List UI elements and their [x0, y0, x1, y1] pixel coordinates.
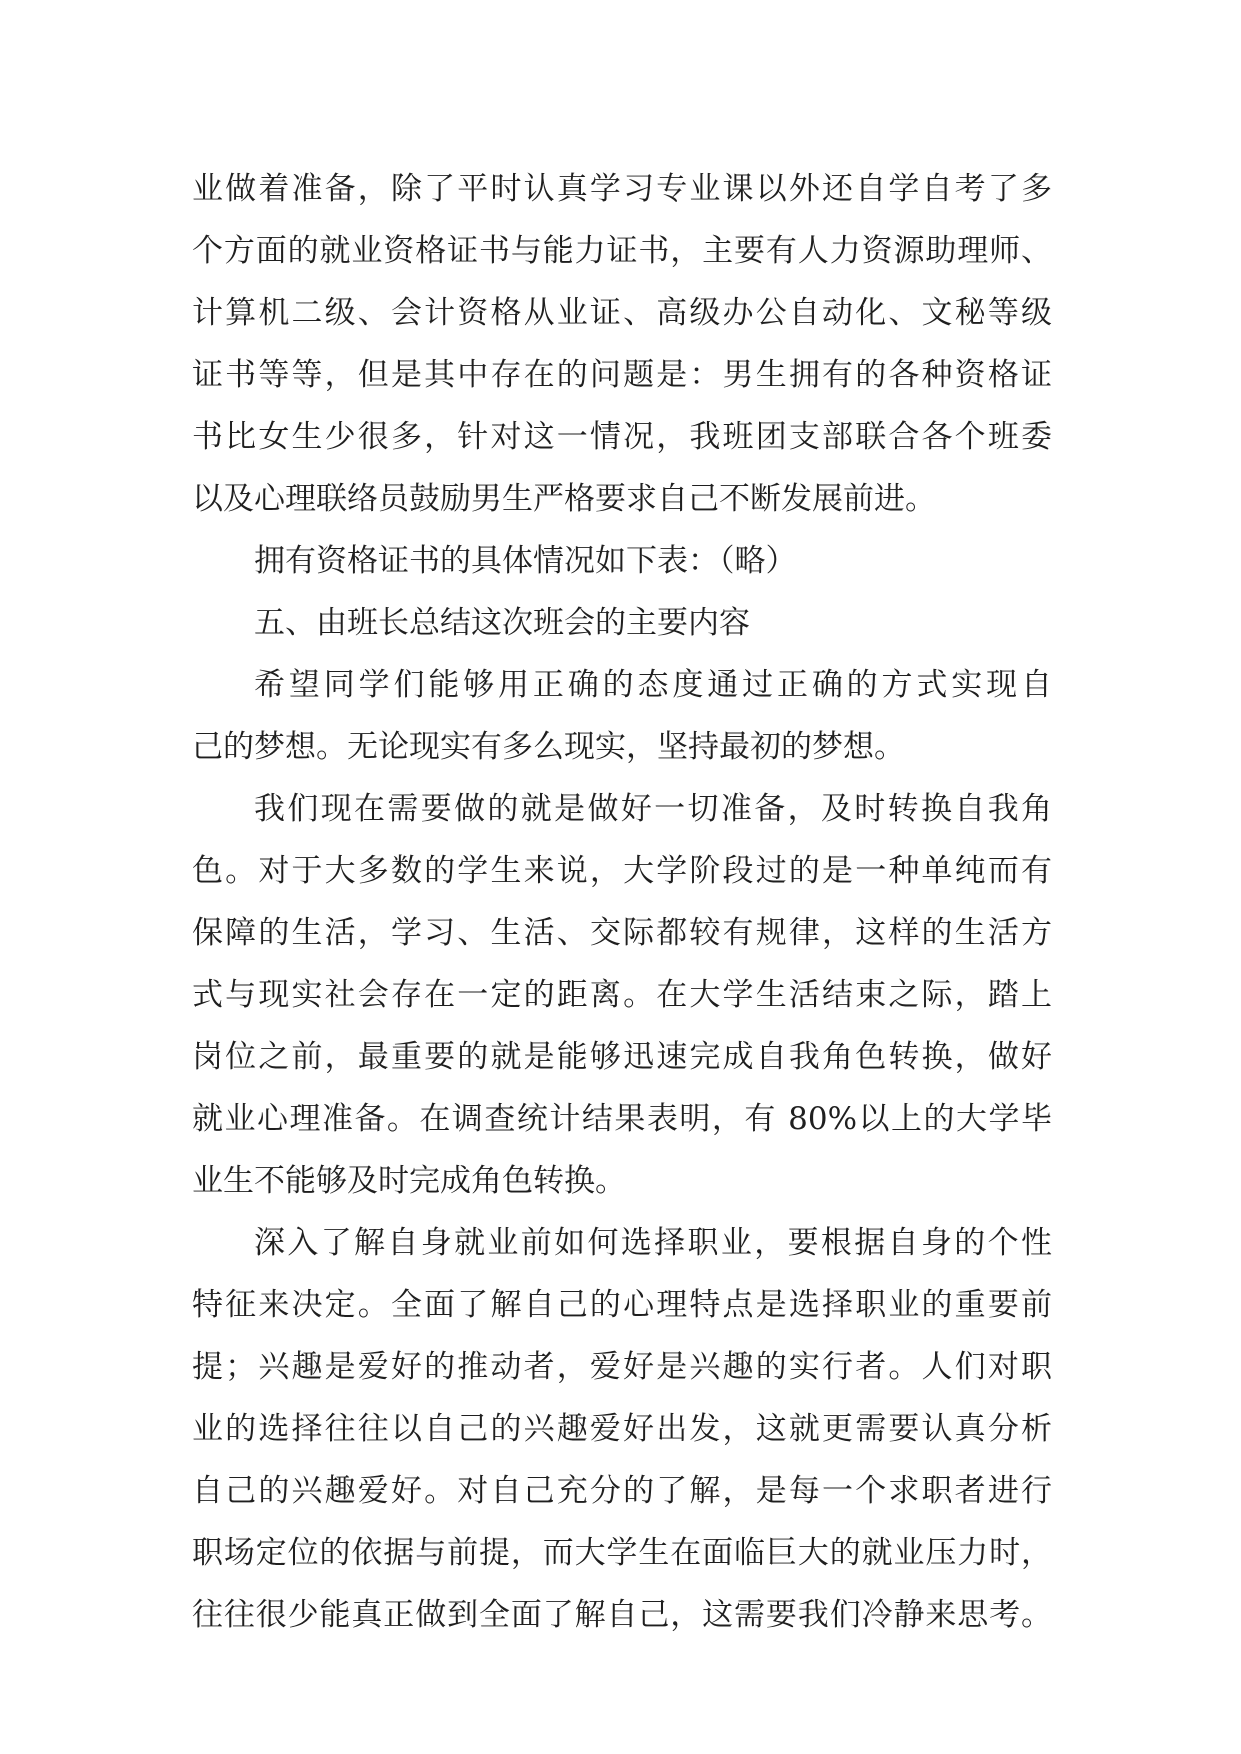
text-line: 书比女生少很多，针对这一情况，我班团支部联合各个班委: [192, 419, 1052, 455]
text-line: 特征来决定。全面了解自己的心理特点是选择职业的重要前: [192, 1287, 1052, 1323]
text-line: 己的梦想。无论现实有多么现实，坚持最初的梦想。: [192, 729, 905, 765]
text-line: 我们现在需要做的就是做好一切准备，及时转换自我角: [254, 791, 1052, 827]
text-line: 岗位之前，最重要的就是能够迅速完成自我角色转换，做好: [192, 1039, 1052, 1075]
text-line: 保障的生活，学习、生活、交际都较有规律，这样的生活方: [192, 915, 1052, 951]
text-line: 就业心理准备。在调查统计结果表明，有 80%以上的大学毕: [192, 1101, 1052, 1137]
text-line: 色。对于大多数的学生来说，大学阶段过的是一种单纯而有: [192, 853, 1052, 889]
text-line: 往往很少能真正做到全面了解自己，这需要我们冷静来思考。: [192, 1597, 1052, 1633]
text-line: 业的选择往往以自己的兴趣爱好出发，这就更需要认真分析: [192, 1411, 1052, 1447]
text-line: 计算机二级、会计资格从业证、高级办公自动化、文秘等级: [192, 295, 1052, 331]
text-line: 自己的兴趣爱好。对自己充分的了解，是每一个求职者进行: [192, 1473, 1052, 1509]
text-line: 拥有资格证书的具体情况如下表：（略）: [254, 543, 797, 579]
text-line: 职场定位的依据与前提，而大学生在面临巨大的就业压力时，: [192, 1535, 1052, 1571]
text-line: 业生不能够及时完成角色转换。: [192, 1163, 626, 1199]
text-line: 个方面的就业资格证书与能力证书，主要有人力资源助理师、: [192, 233, 1052, 269]
text-line: 希望同学们能够用正确的态度通过正确的方式实现自: [254, 667, 1052, 703]
text-line: 业做着准备，除了平时认真学习专业课以外还自学自考了多: [192, 171, 1052, 207]
body-text: [192, 158, 1052, 1646]
section-heading: 五、由班长总结这次班会的主要内容: [254, 605, 750, 641]
text-line: 式与现实社会存在一定的距离。在大学生活结束之际，踏上: [192, 977, 1052, 1013]
text-line: 提；兴趣是爱好的推动者，爱好是兴趣的实行者。人们对职: [192, 1349, 1052, 1385]
text-line: 以及心理联络员鼓励男生严格要求自己不断发展前进。: [192, 481, 936, 517]
text-line: 证书等等，但是其中存在的问题是：男生拥有的各种资格证: [192, 357, 1052, 393]
text-line: 深入了解自身就业前如何选择职业，要根据自身的个性: [254, 1225, 1052, 1261]
